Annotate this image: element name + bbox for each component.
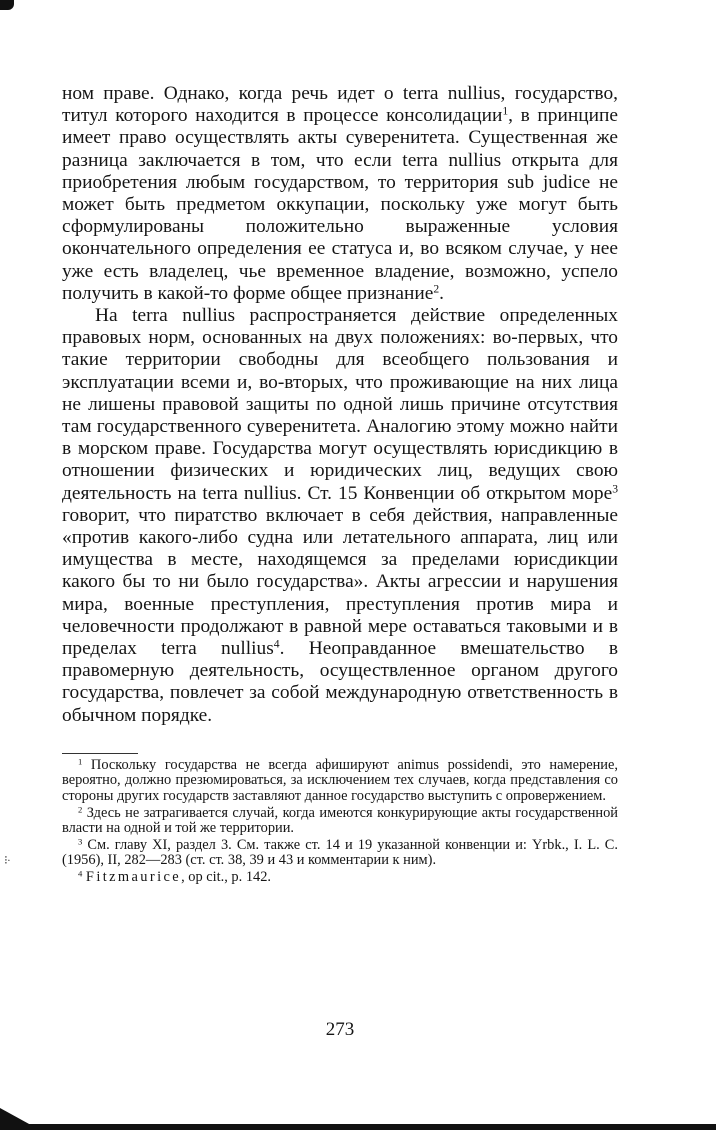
- text-run: .: [439, 282, 445, 304]
- footnote-reference: 2: [433, 282, 440, 296]
- footnote-marker: 4: [78, 868, 83, 879]
- footnote-divider: [62, 753, 138, 754]
- body-paragraph: [62, 305, 618, 727]
- margin-mark: ⁝·: [4, 853, 10, 867]
- footnote-marker: 2: [78, 803, 83, 814]
- footnote: [62, 838, 618, 869]
- text-run: См. главу XI, раздел 3. См. также ст. 14 и 19 указанной конвенции и: Yrbk., I. L. C. (1956), II, 282—283 (ст. ст. 38, 39 и 43 и комментарии к ним).: [62, 836, 618, 869]
- text-run: На terra nullius распространяется действие определенных правовых норм, основанных на двух положениях: во-первых, что такие территории свободны для всеобщего пользования и эксплуатации всеми и, во-вторых, что проживающие на них лица не лишены правовой защиты по одной лишь причине отсутствия там государственного суверенитета. Аналогию этому можно найти в морском праве. Государства могут осуществлять юрисдикцию в отношении физических и юридических лиц, ведущих свою деятельность на terra nullius. Ст. 15 Конвенции об открытом море: [62, 305, 618, 504]
- author-name: Fitzmaurice: [85, 869, 182, 886]
- scan-edge-top: [0, 0, 14, 10]
- footnote-reference: 1: [502, 104, 509, 118]
- footnote-reference: 3: [612, 482, 618, 496]
- text-run: ном праве. Однако, когда речь идет о terra nullius, государство, титул которого находится в процессе консолидации: [62, 83, 618, 127]
- footnotes: [62, 758, 618, 886]
- text-run: , в принципе имеет право осуществлять акты суверенитета. Существенная же разница заключается в том, что если terra nullius открыта для приобретения любым государством, то территория sub judice не может быть предметом оккупации, поскольку уже могут быть сформулированы положительно выраженные условия окончательного определения ее статуса и, во всяком случае, у нее уже есть владелец, чье временное владение, возможно, успело получить в какой-то форме общее признание: [62, 105, 618, 304]
- footnote: [62, 803, 618, 837]
- book-page: [62, 83, 618, 1040]
- body-text: [62, 83, 618, 727]
- text-run: Здесь не затрагивается случай, когда имеются конкурирующие акты государственной власти на одной и той же территории.: [62, 804, 618, 837]
- body-paragraph: [62, 83, 618, 305]
- footnote-reference: 4: [273, 637, 280, 651]
- footnote-marker: 3: [78, 836, 83, 847]
- text-run: Поскольку государства не всегда афишируют animus possidendi, это намерение, вероятно, должно презюмироваться, за исключением тех случаев, когда представления со стороны других государств заставляют данное государство выступить с опровержением.: [62, 756, 618, 805]
- footnote-marker: 1: [78, 756, 83, 767]
- text-run: . Неоправданное вмешательство в правомерную деятельность, осуществленное органом другого государства, повлечет за собой международную ответственность в обычном порядке.: [62, 638, 618, 726]
- text-run: говорит, что пиратство включает в себя действия, направленные «против какого-либо судна или летательного аппарата, лиц или имущества в месте, находящемся за пределами юрисдикции какого бы то ни было государства». Акты агрессии и нарушения мира, военные преступления, преступления против мира и человечности продолжают в равной мере оставаться таковыми и в пределах terra nullius: [62, 504, 618, 660]
- footnote: [62, 758, 618, 805]
- page-number: 273: [325, 1019, 355, 1040]
- scan-edge-bottom: [0, 1108, 716, 1130]
- footnote: [62, 870, 618, 886]
- text-run: , op cit., p. 142.: [181, 869, 271, 886]
